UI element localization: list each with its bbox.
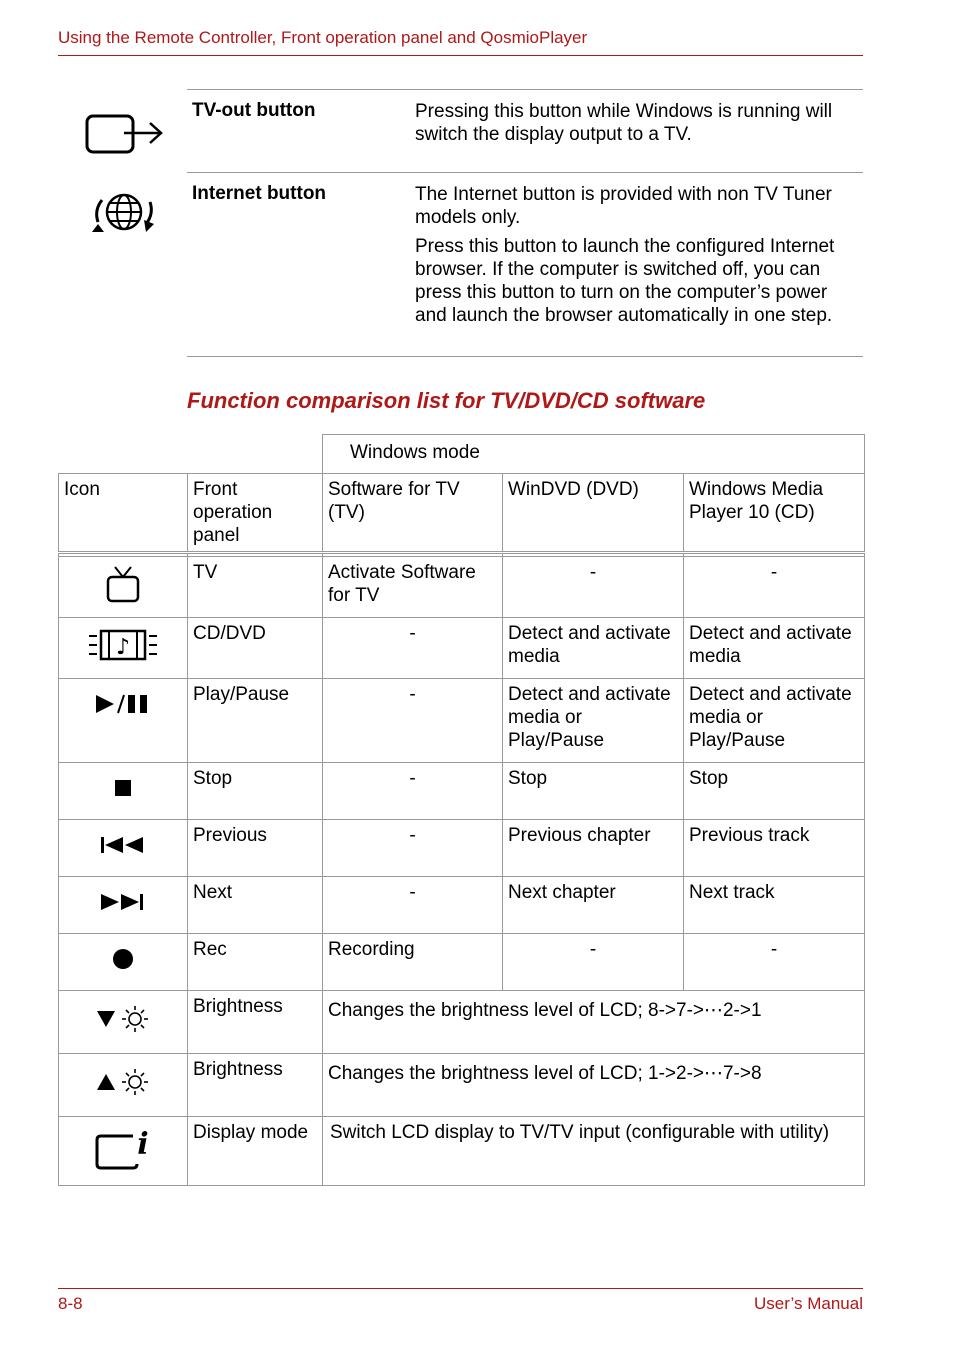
description-text: The Internet button is provided with non TV Tuner models only. — [415, 184, 832, 228]
panel-cell: CD/DVD — [188, 618, 323, 679]
tv-icon — [105, 564, 141, 604]
next-icon — [99, 892, 147, 912]
column-header: WinDVD (DVD) — [503, 474, 684, 553]
cd-cell: Next track — [684, 877, 865, 934]
svg-text:i: i — [137, 1127, 149, 1162]
column-header: Software for TV (TV) — [323, 474, 503, 553]
manual-title: User’s Manual — [754, 1294, 863, 1313]
panel-cell: Brightness — [188, 1054, 323, 1117]
tv-cell: - — [323, 877, 503, 934]
table-row — [59, 679, 865, 763]
display-mode-icon — [93, 1124, 153, 1172]
description-text: Pressing this button while Windows is running will switch the display output to a TV. — [415, 101, 833, 145]
cd-cell: - — [684, 557, 865, 618]
header-title: Using the Remote Controller, Front operation panel and QosmioPlayer — [58, 28, 588, 47]
brightness-up-icon — [95, 1068, 151, 1096]
panel-cell: TV — [188, 557, 323, 618]
tv-cell: - — [323, 618, 503, 679]
panel-cell: Display mode — [188, 1117, 323, 1186]
button-row-tv-out — [187, 89, 863, 172]
table-row — [59, 557, 865, 618]
column-header: Windows Media Player 10 (CD) — [684, 474, 865, 553]
description-cell: Changes the brightness level of LCD; 1->2->⋯7->8 — [323, 1054, 865, 1117]
cd-cell: Detect and activate media or Play/Pause — [684, 679, 865, 763]
tv-cell: - — [323, 763, 503, 820]
tv-cell: Activate Software for TV — [323, 557, 503, 618]
table-row — [59, 618, 865, 679]
button-description-table — [187, 89, 863, 357]
windows-mode-header: Windows mode — [323, 435, 865, 474]
button-name: Internet button — [192, 183, 327, 204]
dvd-cell: - — [503, 934, 684, 991]
panel-cell: Next — [188, 877, 323, 934]
function-comparison-table — [58, 434, 864, 1186]
table-row — [59, 934, 865, 991]
cd-dvd-icon — [87, 628, 159, 662]
section-title: Function comparison list for TV/DVD/CD software — [187, 388, 706, 413]
table-row — [59, 820, 865, 877]
column-header-row — [59, 474, 865, 553]
description-cell: Changes the brightness level of LCD; 8->7->⋯2->1 — [323, 991, 865, 1054]
stop-icon — [113, 778, 133, 798]
table-row — [59, 991, 865, 1054]
table-row — [59, 763, 865, 820]
panel-cell: Play/Pause — [188, 679, 323, 763]
dvd-cell: Detect and activate media or Play/Pause — [503, 679, 684, 763]
previous-icon — [99, 835, 147, 855]
panel-cell: Brightness — [188, 991, 323, 1054]
tv-out-icon — [84, 112, 164, 156]
tv-cell: - — [323, 820, 503, 877]
rec-icon — [111, 947, 135, 971]
button-description — [415, 90, 863, 146]
panel-cell: Rec — [188, 934, 323, 991]
table-row — [59, 877, 865, 934]
cd-cell: Stop — [684, 763, 865, 820]
group-header-row — [59, 435, 865, 474]
page-number: 8-8 — [58, 1294, 83, 1313]
tv-cell: - — [323, 679, 503, 763]
dvd-cell: Next chapter — [503, 877, 684, 934]
panel-cell: Previous — [188, 820, 323, 877]
dvd-cell: Detect and activate media — [503, 618, 684, 679]
dvd-cell: Stop — [503, 763, 684, 820]
brightness-down-icon — [95, 1005, 151, 1033]
button-description — [415, 173, 863, 327]
dvd-cell: - — [503, 557, 684, 618]
table-row — [59, 1054, 865, 1117]
page-footer — [58, 1288, 863, 1313]
tv-cell: Recording — [323, 934, 503, 991]
column-header: Front operation panel — [188, 474, 323, 553]
internet-icon — [88, 188, 160, 236]
table-row — [59, 1117, 865, 1186]
description-text: Press this button to launch the configured Internet browser. If the computer is switched off, you can press this button to turn on the computer’s power and launch the browser automatically in one step. — [415, 236, 835, 326]
cd-cell: - — [684, 934, 865, 991]
button-name: TV-out button — [192, 100, 316, 121]
cd-cell: Previous track — [684, 820, 865, 877]
dvd-cell: Previous chapter — [503, 820, 684, 877]
page-header — [58, 28, 863, 56]
svg-text:♪: ♪ — [115, 635, 131, 660]
play-pause-icon — [94, 693, 152, 715]
column-header: Icon — [59, 474, 188, 553]
panel-cell: Stop — [188, 763, 323, 820]
button-row-internet — [187, 172, 863, 357]
description-cell: Switch LCD display to TV/TV input (configurable with utility) — [323, 1117, 865, 1186]
cd-cell: Detect and activate media — [684, 618, 865, 679]
